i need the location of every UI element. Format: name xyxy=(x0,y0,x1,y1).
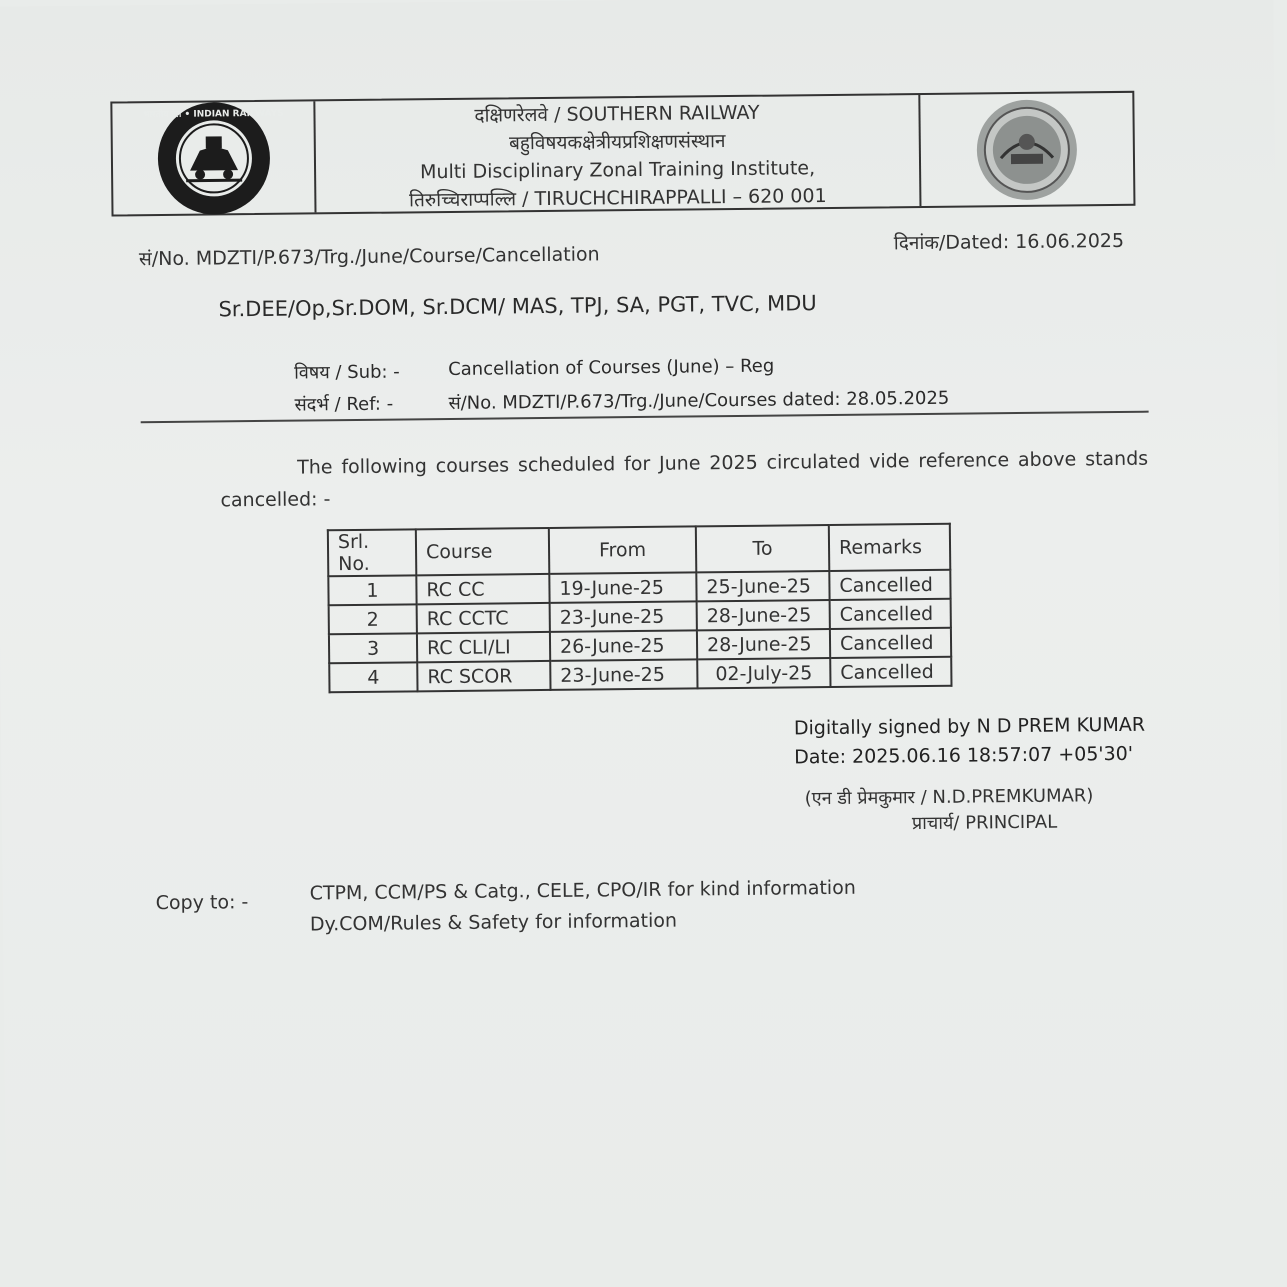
letterhead xyxy=(110,91,1135,217)
courses-table xyxy=(327,523,953,694)
cell-course: RC CC xyxy=(416,574,549,604)
body-paragraph: The following courses scheduled for June 2025 circulated vide reference above stands cancelled: - xyxy=(220,447,1149,512)
signature-date: Date: 2025.06.16 18:57:07 +05'30' xyxy=(794,742,1134,769)
letter-number: सं/No. MDZTI/P.673/Trg./June/Course/Cancellation xyxy=(138,243,600,271)
letterhead-text xyxy=(315,95,921,212)
copy-list xyxy=(309,873,856,941)
header-to: To xyxy=(696,525,829,572)
seal-cell xyxy=(920,93,1133,206)
copy-item: CTPM, CCM/PS & Catg., CELE, CPO/IR for kind information xyxy=(309,876,856,905)
cell-to: 02-July-25 xyxy=(697,658,830,688)
institute-hindi: बहुविषयकक्षेत्रीयप्रशिक्षणसंस्थान xyxy=(508,130,726,155)
cell-course: RC CLI/LI xyxy=(417,632,550,662)
cell-remarks: Cancelled xyxy=(830,657,951,687)
subject-label: विषय / Sub: - xyxy=(294,361,400,384)
cell-remarks: Cancelled xyxy=(830,628,951,658)
institute-address: तिरुच्चिराप्पल्लि / TIRUCHCHIRAPPALLI – 620 001 xyxy=(409,185,827,212)
cell-from: 26-June-25 xyxy=(550,630,697,661)
cell-from: 23-June-25 xyxy=(550,601,697,632)
cell-srl: 1 xyxy=(328,575,416,605)
cell-srl: 3 xyxy=(329,633,417,663)
letter-date: दिनांक/Dated: 16.06.2025 xyxy=(893,229,1125,255)
cell-srl: 4 xyxy=(329,662,417,692)
header-course: Course xyxy=(416,528,549,575)
reference-label: संदर्भ / Ref: - xyxy=(294,393,394,416)
digital-signature xyxy=(794,711,1146,773)
table-row xyxy=(329,657,951,693)
copy-label: Copy to: - xyxy=(155,891,249,915)
cell-to: 28-June-25 xyxy=(697,629,830,659)
institute-english: Multi Disciplinary Zonal Training Institute, xyxy=(419,157,816,184)
cell-course: RC SCOR xyxy=(417,661,550,691)
signatory-name: (एन डी प्रेमकुमार / N.D.PREMKUMAR) xyxy=(804,785,1094,810)
cell-course: RC CCTC xyxy=(417,603,550,633)
signatory-title: प्राचार्य/ PRINCIPAL xyxy=(911,811,1058,835)
svg-text:भारतीय रेल • INDIAN RAILWAYS: भारतीय रेल • INDIAN RAILWAYS xyxy=(142,108,284,120)
signature-line: Digitally signed by N D PREM KUMAR xyxy=(793,713,1146,740)
cell-from: 23-June-25 xyxy=(550,659,697,690)
cell-to: 28-June-25 xyxy=(697,600,830,630)
addressees: Sr.DEE/Op,Sr.DOM, Sr.DCM/ MAS, TPJ, SA, PGT, TVC, MDU xyxy=(218,291,817,322)
header-from: From xyxy=(549,526,696,574)
cell-to: 25-June-25 xyxy=(696,571,829,601)
indian-railways-logo xyxy=(142,99,284,216)
subject-value: Cancellation of Courses (June) – Reg xyxy=(448,355,775,380)
table-header-row xyxy=(328,524,950,577)
reference-value: सं/No. MDZTI/P.673/Trg./June/Courses dated: 28.05.2025 xyxy=(448,387,950,414)
cell-from: 19-June-25 xyxy=(549,572,696,603)
cell-remarks: Cancelled xyxy=(830,599,951,629)
header-remarks: Remarks xyxy=(829,524,950,571)
copy-item: Dy.COM/Rules & Safety for information xyxy=(309,909,678,936)
cell-remarks: Cancelled xyxy=(829,570,950,600)
logo-cell xyxy=(112,101,316,214)
institute-seal xyxy=(970,97,1083,202)
cell-srl: 2 xyxy=(329,604,417,634)
header-srl: Srl. No. xyxy=(328,529,416,576)
railway-name: दक्षिणरेलवे / SOUTHERN RAILWAY xyxy=(474,101,760,127)
